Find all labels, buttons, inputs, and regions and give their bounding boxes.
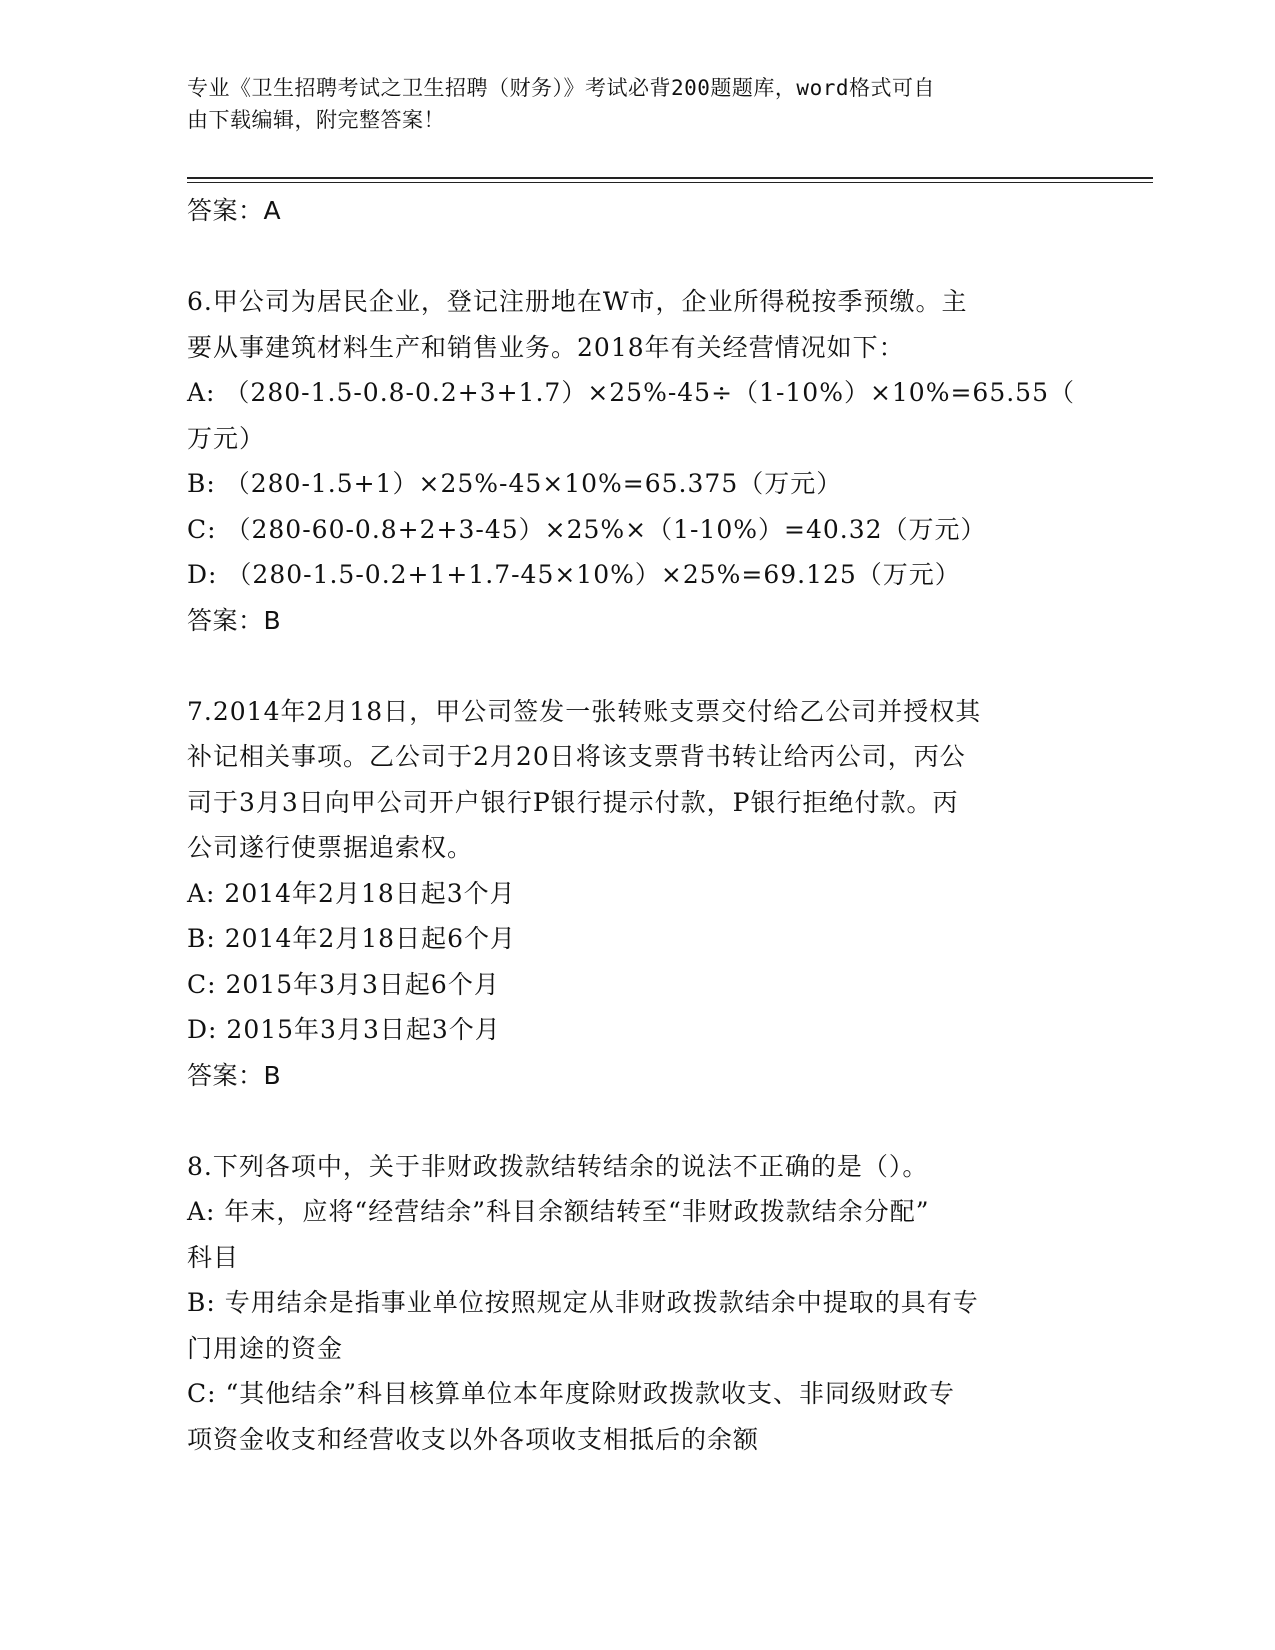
- header-line-1: 专业《卫生招聘考试之卫生招聘（财务）》考试必背200题题库，word格式可自: [187, 76, 935, 100]
- option-b: B: （280-1.5+1）×25%-45×10%=65.375（万元）: [187, 469, 843, 498]
- option-a-continued: 科目: [187, 1242, 240, 1272]
- question-stem: 7.2014年2月18日，甲公司签发一张转账支票交付给乙公司并授权其: [187, 696, 982, 726]
- option-a: A: 年末，应将“经营结余”科目余额结转至“非财政拨款结余分配”: [187, 1197, 930, 1226]
- option-c-continued: 项资金收支和经营收支以外各项收支相抵后的余额: [187, 1424, 760, 1454]
- header-line-2: 由下载编辑，附完整答案！: [187, 108, 445, 132]
- document-header: [187, 72, 1067, 136]
- question-stem: 6.甲公司为居民企业，登记注册地在W市，企业所得税按季预缴。主: [187, 287, 968, 316]
- question-6: [187, 279, 1087, 643]
- question-8: [187, 1144, 1087, 1463]
- option-a: A: 2014年2月18日起3个月: [187, 878, 516, 908]
- option-a: A: （280-1.5-0.8-0.2+3+1.7）×25%-45÷（1-10%）×10%=65.55（: [187, 378, 1075, 407]
- question-stem: 司于3月3日向甲公司开户银行P银行提示付款，P银行拒绝付款。丙: [187, 787, 959, 817]
- answer-label: 答案：A: [187, 196, 282, 225]
- option-b: B: 专用结余是指事业单位按照规定从非财政拨款结余中提取的具有专: [187, 1288, 979, 1317]
- option-a-continued: 万元）: [187, 423, 266, 453]
- option-d: D: 2015年3月3日起3个月: [187, 1015, 501, 1044]
- question-stem: 公司遂行使票据追索权。: [187, 833, 474, 862]
- question-7: [187, 689, 1087, 1099]
- option-c: C: （280-60-0.8+2+3-45）×25%×（1-10%）=40.32（万元）: [187, 514, 987, 544]
- question-stem: 补记相关事项。乙公司于2月20日将该支票背书转让给丙公司，丙公: [187, 742, 966, 771]
- spacer: [187, 234, 1087, 280]
- option-c: C: 2015年3月3日起6个月: [187, 969, 500, 999]
- option-b: B: 2014年2月18日起6个月: [187, 924, 516, 953]
- spacer: [187, 1098, 1087, 1144]
- document-body: [187, 188, 1087, 1462]
- option-b-continued: 门用途的资金: [187, 1333, 344, 1363]
- spacer: [187, 643, 1087, 689]
- header-divider-thin: [187, 182, 1153, 183]
- header-divider: [187, 177, 1153, 179]
- question-stem: 要从事建筑材料生产和销售业务。2018年有关经营情况如下：: [187, 332, 905, 362]
- answer-label: 答案：B: [187, 1060, 282, 1090]
- option-c: C: “其他结余”科目核算单位本年度除财政拨款收支、非同级财政专: [187, 1379, 956, 1408]
- answer-label: 答案：B: [187, 605, 282, 635]
- question-stem: 8.下列各项中，关于非财政拨款结转结余的说法不正确的是（）。: [187, 1151, 929, 1181]
- option-d: D: （280-1.5-0.2+1+1.7-45×10%）×25%=69.125（万元）: [187, 560, 961, 589]
